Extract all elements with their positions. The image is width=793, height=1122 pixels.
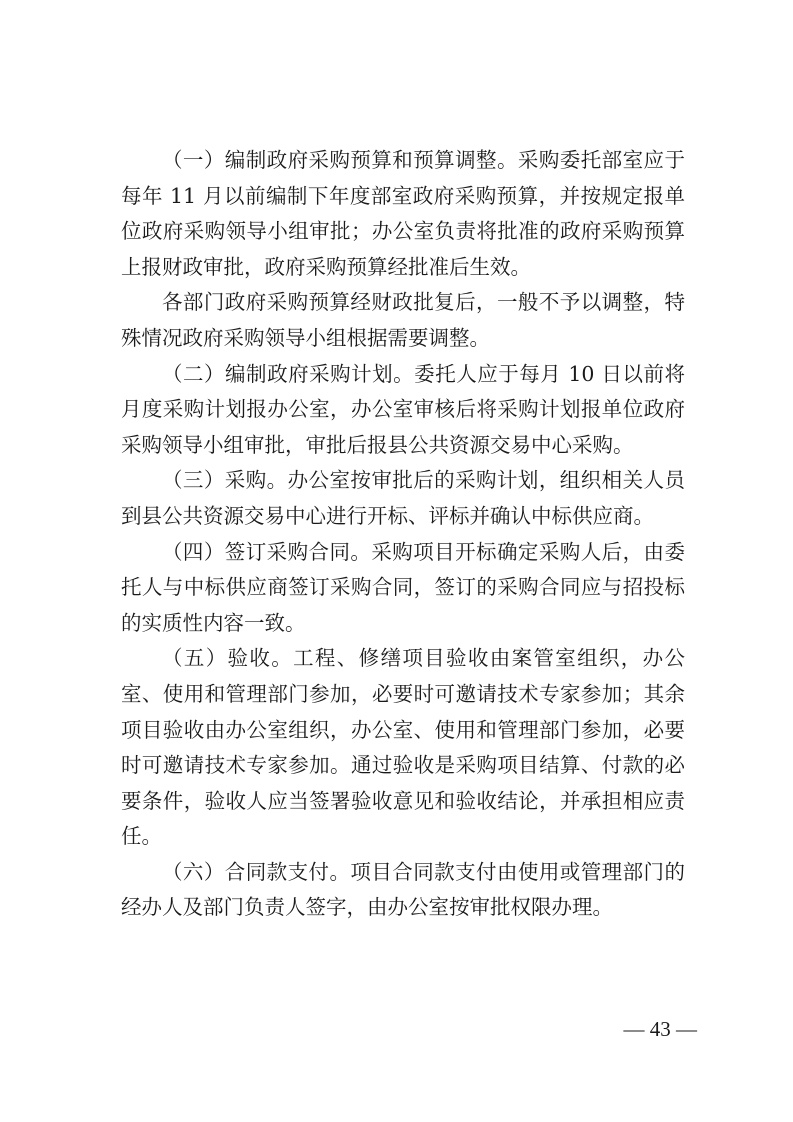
- paragraph-acceptance: （五）验收。工程、修缮项目验收由案管室组织，办公室、使用和管理部门参加，必要时可邀请技术专家参加；其余项目验收由办公室组织，办公室、使用和管理部门参加，必要时可邀请技术专家参加。通过验收是采购项目结算、付款的必要条件，验收人应当签署验收意见和验收结论，并承担相应责任。: [121, 646, 685, 849]
- page-number: — 43 —: [623, 1017, 697, 1041]
- paragraph-budget: （一）编制政府采购预算和预算调整。采购委托部室应于每年 11 月以前编制下年度部室政府采购预算，并按规定报单位政府采购领导小组审批；办公室负责将批准的政府采购预算上报财政审批，政府采购预算经批准后生效。: [121, 148, 685, 279]
- paragraph-budget-adjustment: 各部门政府采购预算经财政批复后，一般不予以调整，特殊情况政府采购领导小组根据需要调整。: [121, 290, 685, 350]
- body-text: [121, 143, 685, 926]
- paragraph-plan: （二）编制政府采购计划。委托人应于每月 10 日以前将月度采购计划报办公室，办公室审核后将采购计划报单位政府采购领导小组审批，审批后报县公共资源交易中心采购。: [121, 361, 685, 457]
- paragraph-payment: （六）合同款支付。项目合同款支付由使用或管理部门的经办人及部门负责人签字，由办公室按审批权限办理。: [121, 859, 685, 920]
- paragraph-procurement: （三）采购。办公室按审批后的采购计划，组织相关人员到县公共资源交易中心进行开标、评标并确认中标供应商。: [121, 468, 685, 528]
- paragraph-contract: （四）签订采购合同。采购项目开标确定采购人后，由委托人与中标供应商签订采购合同，签订的采购合同应与招投标的实质性内容一致。: [121, 539, 685, 635]
